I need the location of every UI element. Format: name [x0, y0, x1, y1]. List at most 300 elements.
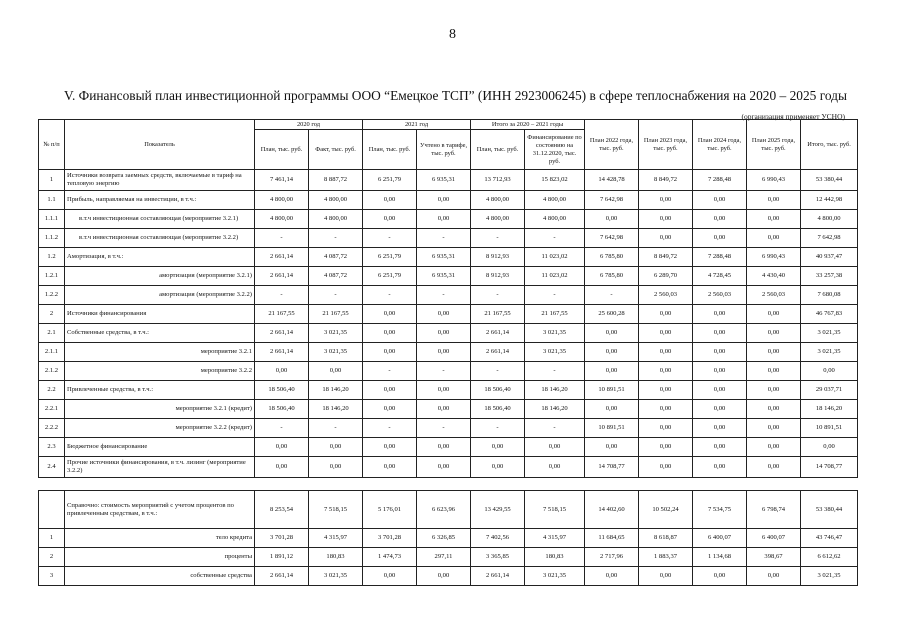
row-number: 2 — [39, 305, 65, 324]
row-label: Справочно: стоимость мероприятий с учетом процентов по привлеченным средствам, в т.ч.: — [65, 491, 255, 529]
value-cell: 0,00 — [747, 567, 801, 586]
value-cell: 3 021,35 — [309, 343, 363, 362]
row-label: мероприятие 3.2.1 (кредит) — [65, 400, 255, 419]
value-cell: 0,00 — [693, 210, 747, 229]
row-number: 2.2.1 — [39, 400, 65, 419]
row-number: 2 — [39, 548, 65, 567]
value-cell: 0,00 — [747, 438, 801, 457]
value-cell: 6 289,70 — [639, 267, 693, 286]
value-cell: 0,00 — [417, 305, 471, 324]
table-row — [39, 248, 858, 267]
value-cell: 1 891,12 — [255, 548, 309, 567]
value-cell: 6 251,79 — [363, 267, 417, 286]
value-cell: 0,00 — [747, 229, 801, 248]
table-row — [39, 567, 858, 586]
value-cell: 6 400,07 — [693, 529, 747, 548]
value-cell: 4 087,72 — [309, 248, 363, 267]
value-cell: 0,00 — [417, 457, 471, 478]
value-cell: 0,00 — [747, 400, 801, 419]
value-cell: 4 315,97 — [525, 529, 585, 548]
value-cell: 11 023,02 — [525, 267, 585, 286]
value-cell: 0,00 — [417, 191, 471, 210]
value-cell: 4 800,00 — [309, 191, 363, 210]
value-cell: 6 326,85 — [417, 529, 471, 548]
value-cell: 0,00 — [639, 567, 693, 586]
header-num: № п/п — [39, 120, 65, 170]
value-cell: 4 800,00 — [471, 191, 525, 210]
value-cell: 2 560,03 — [747, 286, 801, 305]
value-cell: - — [363, 362, 417, 381]
value-cell: 13 429,55 — [471, 491, 525, 529]
value-cell: 0,00 — [309, 457, 363, 478]
value-cell: 0,00 — [585, 567, 639, 586]
value-cell: 6 785,80 — [585, 267, 639, 286]
row-label: Источники возврата заемных средств, включаемые в тариф на тепловую энергию — [65, 170, 255, 191]
value-cell: 3 021,35 — [801, 343, 858, 362]
value-cell: 0,00 — [585, 438, 639, 457]
value-cell: 2 661,14 — [255, 248, 309, 267]
value-cell: 7 642,98 — [801, 229, 858, 248]
value-cell: 10 891,51 — [585, 381, 639, 400]
value-cell: 4 800,00 — [255, 210, 309, 229]
value-cell: 14 402,60 — [585, 491, 639, 529]
value-cell: - — [585, 286, 639, 305]
value-cell: 180,83 — [309, 548, 363, 567]
value-cell: 6 623,96 — [417, 491, 471, 529]
header-indicator: Показатель — [65, 120, 255, 170]
value-cell: 0,00 — [363, 305, 417, 324]
row-label: Амортизация, в т.ч.: — [65, 248, 255, 267]
value-cell: 0,00 — [363, 567, 417, 586]
row-number: 2.3 — [39, 438, 65, 457]
table-row — [39, 305, 858, 324]
table-row — [39, 381, 858, 400]
value-cell: - — [363, 229, 417, 248]
value-cell: 2 560,03 — [639, 286, 693, 305]
table-row — [39, 191, 858, 210]
value-cell: 3 701,28 — [255, 529, 309, 548]
table-row — [39, 400, 858, 419]
value-cell: 6 612,62 — [801, 548, 858, 567]
value-cell: 0,00 — [639, 210, 693, 229]
value-cell: 4 800,00 — [309, 210, 363, 229]
value-cell: 8 849,72 — [639, 170, 693, 191]
row-number: 2.1 — [39, 324, 65, 343]
value-cell: 43 746,47 — [801, 529, 858, 548]
row-number: 1.2.2 — [39, 286, 65, 305]
value-cell: - — [417, 286, 471, 305]
value-cell: 0,00 — [585, 343, 639, 362]
value-cell: 0,00 — [639, 191, 693, 210]
value-cell: 6 251,79 — [363, 170, 417, 191]
value-cell: 0,00 — [417, 343, 471, 362]
value-cell: 2 717,96 — [585, 548, 639, 567]
value-cell: 0,00 — [585, 324, 639, 343]
value-cell: 21 167,55 — [255, 305, 309, 324]
header-financing-total: Финансирование по состоянию на 31.12.2020, тыс. руб. — [525, 130, 585, 170]
row-number: 2.1.1 — [39, 343, 65, 362]
value-cell: - — [309, 419, 363, 438]
row-label: тело кредита — [65, 529, 255, 548]
value-cell: 8 253,54 — [255, 491, 309, 529]
value-cell: 10 891,51 — [801, 419, 858, 438]
value-cell: 2 661,14 — [255, 343, 309, 362]
table-row — [39, 343, 858, 362]
value-cell: 0,00 — [747, 419, 801, 438]
value-cell: 0,00 — [639, 419, 693, 438]
row-number: 3 — [39, 567, 65, 586]
value-cell: 8 618,87 — [639, 529, 693, 548]
row-label: амортизация (мероприятие 3.2.2) — [65, 286, 255, 305]
value-cell: - — [471, 362, 525, 381]
row-label: Собственные средства, в т.ч.: — [65, 324, 255, 343]
value-cell: 4 728,45 — [693, 267, 747, 286]
value-cell: 0,00 — [747, 305, 801, 324]
value-cell: - — [525, 362, 585, 381]
value-cell: 0,00 — [693, 191, 747, 210]
value-cell: - — [309, 286, 363, 305]
value-cell: 6 935,31 — [417, 267, 471, 286]
value-cell: 0,00 — [471, 457, 525, 478]
value-cell: 0,00 — [747, 210, 801, 229]
value-cell: 0,00 — [585, 210, 639, 229]
value-cell: 2 560,03 — [693, 286, 747, 305]
value-cell: 0,00 — [585, 400, 639, 419]
value-cell: 0,00 — [801, 362, 858, 381]
header-plan-2022: План 2022 года, тыс. руб. — [585, 120, 639, 170]
page-number: 8 — [449, 27, 456, 42]
table-row — [39, 267, 858, 286]
value-cell: 2 661,14 — [471, 567, 525, 586]
header-tariff-2021: Учтено в тарифе, тыс. руб. — [417, 130, 471, 170]
value-cell: 18 146,20 — [309, 400, 363, 419]
value-cell: 6 251,79 — [363, 248, 417, 267]
header-plan-2021: План, тыс. руб. — [363, 130, 417, 170]
value-cell: 0,00 — [417, 400, 471, 419]
value-cell: 3 021,35 — [525, 343, 585, 362]
value-cell: 21 167,55 — [471, 305, 525, 324]
table-row — [39, 362, 858, 381]
value-cell: 0,00 — [525, 457, 585, 478]
value-cell: 18 506,40 — [471, 381, 525, 400]
value-cell: 7 518,15 — [525, 491, 585, 529]
value-cell: 7 518,15 — [309, 491, 363, 529]
header-2020: 2020 год — [255, 120, 363, 130]
value-cell: - — [363, 419, 417, 438]
value-cell: - — [525, 229, 585, 248]
value-cell: - — [525, 419, 585, 438]
value-cell: 0,00 — [639, 400, 693, 419]
value-cell: 4 430,40 — [747, 267, 801, 286]
table-row — [39, 286, 858, 305]
row-number: 1.2.1 — [39, 267, 65, 286]
table-row — [39, 210, 858, 229]
value-cell: 3 021,35 — [309, 324, 363, 343]
value-cell: 7 461,14 — [255, 170, 309, 191]
value-cell: 0,00 — [747, 343, 801, 362]
value-cell: 0,00 — [255, 362, 309, 381]
table-row — [39, 170, 858, 191]
value-cell: 0,00 — [363, 457, 417, 478]
value-cell: 0,00 — [747, 362, 801, 381]
value-cell: 0,00 — [417, 567, 471, 586]
value-cell: 0,00 — [693, 324, 747, 343]
value-cell: 4 800,00 — [525, 191, 585, 210]
header-plan-2024: План 2024 года, тыс. руб. — [693, 120, 747, 170]
value-cell: 18 146,20 — [801, 400, 858, 419]
value-cell: 0,00 — [363, 324, 417, 343]
value-cell: 4 800,00 — [801, 210, 858, 229]
reference-table — [38, 490, 858, 586]
value-cell: 7 534,75 — [693, 491, 747, 529]
row-number: 2.1.2 — [39, 362, 65, 381]
value-cell: 33 257,38 — [801, 267, 858, 286]
value-cell: - — [525, 286, 585, 305]
value-cell: 0,00 — [747, 381, 801, 400]
table-row — [39, 548, 858, 567]
value-cell: 7 642,98 — [585, 191, 639, 210]
row-number: 1 — [39, 170, 65, 191]
table-row — [39, 491, 858, 529]
value-cell: - — [417, 419, 471, 438]
value-cell: 18 146,20 — [525, 381, 585, 400]
value-cell: 3 021,35 — [525, 324, 585, 343]
table-row — [39, 438, 858, 457]
value-cell: 0,00 — [693, 419, 747, 438]
value-cell: 4 315,97 — [309, 529, 363, 548]
table-row — [39, 229, 858, 248]
row-label: Бюджетное финансирование — [65, 438, 255, 457]
value-cell: 0,00 — [363, 210, 417, 229]
value-cell: 53 380,44 — [801, 491, 858, 529]
value-cell: 0,00 — [363, 343, 417, 362]
value-cell: 0,00 — [639, 305, 693, 324]
value-cell: 0,00 — [309, 362, 363, 381]
value-cell: 0,00 — [639, 229, 693, 248]
value-cell: 7 288,48 — [693, 248, 747, 267]
value-cell: 0,00 — [801, 438, 858, 457]
value-cell: 0,00 — [747, 191, 801, 210]
value-cell: 0,00 — [693, 362, 747, 381]
value-cell: - — [417, 229, 471, 248]
row-label: в.т.ч инвестиционная составляющая (мероприятие 3.2.2) — [65, 229, 255, 248]
row-label: проценты — [65, 548, 255, 567]
value-cell: 10 502,24 — [639, 491, 693, 529]
value-cell: 3 021,35 — [309, 567, 363, 586]
row-label: собственные средства — [65, 567, 255, 586]
value-cell: 0,00 — [693, 457, 747, 478]
row-label: мероприятие 3.2.2 — [65, 362, 255, 381]
value-cell: 18 146,20 — [525, 400, 585, 419]
value-cell: 13 712,93 — [471, 170, 525, 191]
value-cell: 398,67 — [747, 548, 801, 567]
value-cell: 14 708,77 — [801, 457, 858, 478]
value-cell: 4 800,00 — [525, 210, 585, 229]
value-cell: - — [255, 419, 309, 438]
value-cell: 6 785,80 — [585, 248, 639, 267]
value-cell: 0,00 — [255, 438, 309, 457]
value-cell: 21 167,55 — [525, 305, 585, 324]
value-cell: 25 600,28 — [585, 305, 639, 324]
value-cell: 5 176,01 — [363, 491, 417, 529]
financial-plan-table — [38, 119, 858, 478]
value-cell: 12 442,98 — [801, 191, 858, 210]
header-fact-2020: Факт, тыс. руб. — [309, 130, 363, 170]
value-cell: 180,83 — [525, 548, 585, 567]
value-cell: 0,00 — [363, 400, 417, 419]
value-cell: 18 506,40 — [255, 400, 309, 419]
value-cell: 8 887,72 — [309, 170, 363, 191]
value-cell: 1 883,37 — [639, 548, 693, 567]
value-cell: 0,00 — [363, 191, 417, 210]
row-number: 1.2 — [39, 248, 65, 267]
value-cell: 0,00 — [639, 362, 693, 381]
value-cell: 46 767,83 — [801, 305, 858, 324]
header-total: Итого, тыс. руб. — [801, 120, 858, 170]
value-cell: 0,00 — [639, 457, 693, 478]
value-cell: - — [309, 229, 363, 248]
value-cell: 6 990,43 — [747, 170, 801, 191]
value-cell: 6 935,31 — [417, 170, 471, 191]
value-cell: 6 400,07 — [747, 529, 801, 548]
header-total-2020-2021: Итого за 2020 – 2021 годы — [471, 120, 585, 130]
value-cell: 0,00 — [639, 381, 693, 400]
value-cell: - — [255, 286, 309, 305]
value-cell: 8 912,93 — [471, 248, 525, 267]
row-number: 2.2 — [39, 381, 65, 400]
value-cell: 0,00 — [693, 343, 747, 362]
value-cell: 7 288,48 — [693, 170, 747, 191]
table-row — [39, 324, 858, 343]
value-cell: 0,00 — [309, 438, 363, 457]
value-cell: 6 935,31 — [417, 248, 471, 267]
value-cell: 0,00 — [417, 381, 471, 400]
header-plan-2025: План 2025 года, тыс. руб. — [747, 120, 801, 170]
org-note: (организация применяет УСНО) — [741, 112, 845, 121]
document-title: V. Финансовый план инвестиционной программы ООО “Емецкое ТСП” (ИНН 2923006245) в сфере теплоснабжения на 2020 – 2025 годы — [64, 88, 847, 103]
value-cell: 29 037,71 — [801, 381, 858, 400]
value-cell: 53 380,44 — [801, 170, 858, 191]
value-cell: - — [471, 286, 525, 305]
row-number: 1 — [39, 529, 65, 548]
value-cell: 18 506,40 — [255, 381, 309, 400]
row-number: 1.1.1 — [39, 210, 65, 229]
value-cell: 18 506,40 — [471, 400, 525, 419]
row-label: мероприятие 3.2.1 — [65, 343, 255, 362]
value-cell: - — [471, 419, 525, 438]
value-cell: 0,00 — [417, 324, 471, 343]
value-cell: 0,00 — [693, 567, 747, 586]
value-cell: 40 937,47 — [801, 248, 858, 267]
value-cell: 0,00 — [639, 324, 693, 343]
value-cell: - — [363, 286, 417, 305]
value-cell: 4 800,00 — [471, 210, 525, 229]
value-cell: 3 701,28 — [363, 529, 417, 548]
value-cell: 0,00 — [585, 362, 639, 381]
value-cell: 11 684,65 — [585, 529, 639, 548]
value-cell: 14 708,77 — [585, 457, 639, 478]
value-cell: 3 021,35 — [525, 567, 585, 586]
value-cell: 7 402,56 — [471, 529, 525, 548]
row-number: 2.4 — [39, 457, 65, 478]
row-label: Прибыль, направляемая на инвестиции, в т.ч.: — [65, 191, 255, 210]
value-cell: 2 661,14 — [255, 324, 309, 343]
value-cell: 7 642,98 — [585, 229, 639, 248]
value-cell: 0,00 — [255, 457, 309, 478]
value-cell: 0,00 — [417, 438, 471, 457]
value-cell: 0,00 — [363, 438, 417, 457]
value-cell: 15 823,02 — [525, 170, 585, 191]
value-cell: 0,00 — [693, 438, 747, 457]
value-cell: 0,00 — [363, 381, 417, 400]
value-cell: 10 891,51 — [585, 419, 639, 438]
value-cell: 1 474,73 — [363, 548, 417, 567]
table-row — [39, 529, 858, 548]
value-cell: 7 680,08 — [801, 286, 858, 305]
value-cell: 14 428,78 — [585, 170, 639, 191]
value-cell: 8 912,93 — [471, 267, 525, 286]
value-cell: 11 023,02 — [525, 248, 585, 267]
row-number: 2.2.2 — [39, 419, 65, 438]
value-cell: 4 800,00 — [255, 191, 309, 210]
table-row — [39, 457, 858, 478]
value-cell: 2 661,14 — [471, 324, 525, 343]
value-cell: 0,00 — [417, 210, 471, 229]
value-cell: 2 661,14 — [255, 567, 309, 586]
row-label: Источники финансирования — [65, 305, 255, 324]
value-cell: 2 661,14 — [255, 267, 309, 286]
value-cell: 0,00 — [693, 305, 747, 324]
row-label: мероприятие 3.2.2 (кредит) — [65, 419, 255, 438]
value-cell: 1 134,68 — [693, 548, 747, 567]
value-cell: 18 146,20 — [309, 381, 363, 400]
value-cell: 4 087,72 — [309, 267, 363, 286]
value-cell: 0,00 — [747, 457, 801, 478]
value-cell: 3 021,35 — [801, 324, 858, 343]
value-cell: 2 661,14 — [471, 343, 525, 362]
header-plan-2023: План 2023 года, тыс. руб. — [639, 120, 693, 170]
row-label: Привлеченные средства, в т.ч.: — [65, 381, 255, 400]
header-plan-total: План, тыс. руб. — [471, 130, 525, 170]
value-cell: 0,00 — [693, 381, 747, 400]
row-label: Прочие источники финансирования, в т.ч. лизинг (мероприятие 3.2.2) — [65, 457, 255, 478]
row-label: в.т.ч инвестиционная составляющая (мероприятие 3.2.1) — [65, 210, 255, 229]
value-cell: 297,11 — [417, 548, 471, 567]
value-cell: - — [417, 362, 471, 381]
value-cell: - — [255, 229, 309, 248]
value-cell: 0,00 — [639, 343, 693, 362]
value-cell: 3 365,85 — [471, 548, 525, 567]
header-plan-2020: План, тыс. руб. — [255, 130, 309, 170]
value-cell: 21 167,55 — [309, 305, 363, 324]
table-row — [39, 419, 858, 438]
row-number: 1.1.2 — [39, 229, 65, 248]
row-number — [39, 491, 65, 529]
value-cell: 6 798,74 — [747, 491, 801, 529]
value-cell: 0,00 — [471, 438, 525, 457]
value-cell: 0,00 — [525, 438, 585, 457]
value-cell: 0,00 — [747, 324, 801, 343]
value-cell: 8 849,72 — [639, 248, 693, 267]
value-cell: 3 021,35 — [801, 567, 858, 586]
value-cell: 0,00 — [693, 229, 747, 248]
value-cell: - — [471, 229, 525, 248]
header-2021: 2021 год — [363, 120, 471, 130]
row-number: 1.1 — [39, 191, 65, 210]
value-cell: 0,00 — [639, 438, 693, 457]
value-cell: 6 990,43 — [747, 248, 801, 267]
value-cell: 0,00 — [693, 400, 747, 419]
